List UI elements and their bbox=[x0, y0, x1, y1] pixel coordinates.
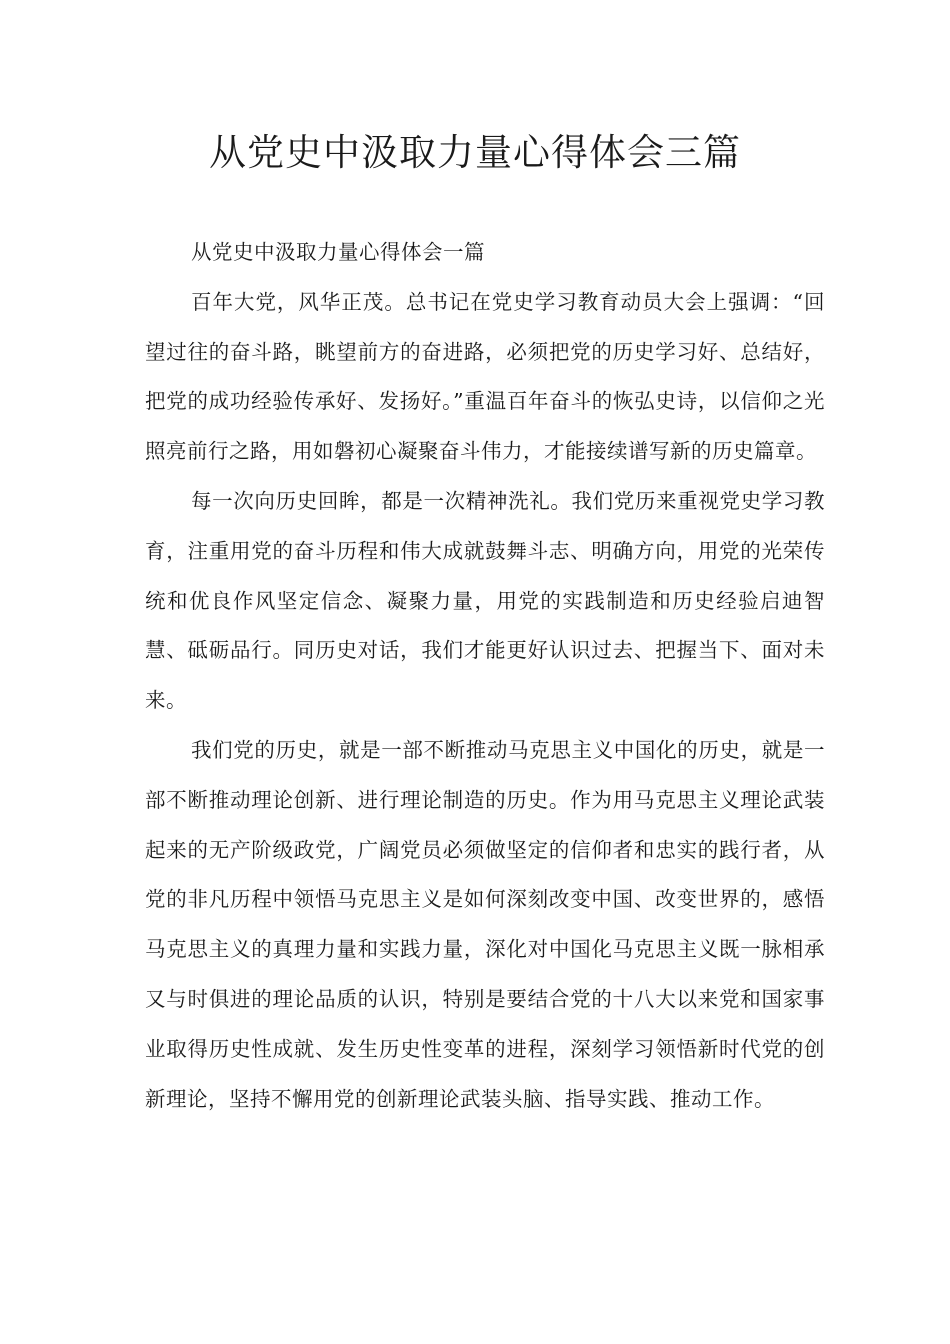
section-subtitle: 从党史中汲取力量心得体会一篇 bbox=[191, 240, 485, 264]
paragraph-2: 每一次向历史回眸，都是一次精神洗礼。我们党历来重视党史学习教育，注重用党的奋斗历程和伟大成就鼓舞斗志、明确方向，用党的光荣传统和优良作风坚定信念、凝聚力量，用党的实践制造和历史经验启迪智慧、砥砺品行。同历史对话，我们才能更好认识过去、把握当下、面对未来。 bbox=[145, 488, 825, 713]
paragraph-1: 百年大党，风华正茂。总书记在党史学习教育动员大会上强调：“回望过往的奋斗路，眺望前方的奋进路，必须把党的历史学习好、总结好，把党的成功经验传承好、发扬好。”重温百年奋斗的恢弘史诗，以信仰之光照亮前行之路，用如磐初心凝聚奋斗伟力，才能接续谱写新的历史篇章。 bbox=[145, 289, 825, 464]
document-body bbox=[145, 228, 825, 1124]
paragraph-3: 我们党的历史，就是一部不断推动马克思主义中国化的历史，就是一部不断推动理论创新、进行理论制造的历史。作为用马克思主义理论武装起来的无产阶级政党，广阔党员必须做坚定的信仰者和忠实的践行者，从党的非凡历程中领悟马克思主义是如何深刻改变中国、改变世界的，感悟马克思主义的真理力量和实践力量，深化对中国化马克思主义既一脉相承又与时俱进的理论品质的认识，特别是要结合党的十八大以来党和国家事业取得历史性成就、发生历史性变革的进程，深刻学习领悟新时代党的创新理论，坚持不懈用党的创新理论武装头脑、指导实践、推动工作。 bbox=[145, 737, 825, 1111]
document-title: 从党史中汲取力量心得体会三篇 bbox=[209, 131, 741, 174]
